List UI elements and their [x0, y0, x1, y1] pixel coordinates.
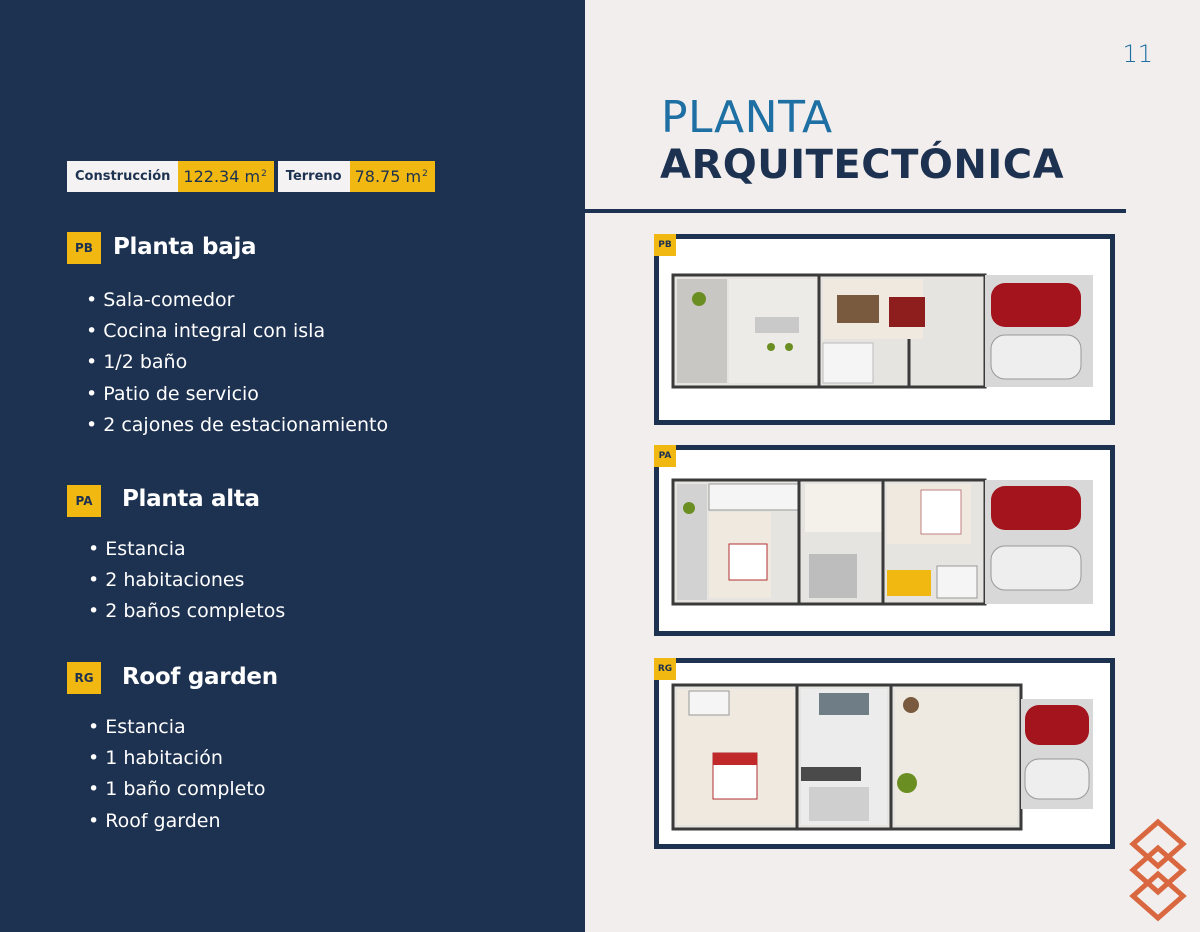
list-item: • Roof garden — [88, 806, 265, 837]
section-title-planta-alta: Planta alta — [122, 486, 260, 512]
floor-plan-pa — [654, 445, 1115, 636]
list-item: • Estancia — [88, 534, 285, 565]
roof-garden-list — [88, 712, 265, 837]
floor-plan-rg — [654, 658, 1115, 849]
list-item: • 2 habitaciones — [88, 565, 285, 596]
list-item: • Patio de servicio — [86, 379, 388, 410]
list-item: • Cocina integral con isla — [86, 316, 388, 347]
section-badge-rg: RG — [67, 662, 101, 694]
brand-logo-icon — [1128, 818, 1188, 922]
list-item: • 1 baño completo — [88, 774, 265, 805]
construction-number: 122.34 m — [183, 167, 261, 186]
plan-badge-pa: PA — [654, 445, 676, 467]
list-item: • Sala-comedor — [86, 285, 388, 316]
land-unit-sup: 2 — [422, 168, 428, 179]
page-title-line1: PLANTA — [661, 92, 833, 143]
land-number: 78.75 m — [354, 167, 422, 186]
list-item: • 2 cajones de estacionamiento — [86, 410, 388, 441]
section-badge-pa: PA — [67, 485, 101, 517]
list-item: • Estancia — [88, 712, 265, 743]
planta-alta-list — [88, 534, 285, 628]
planta-baja-list — [86, 285, 388, 441]
section-title-planta-baja: Planta baja — [113, 234, 257, 260]
title-divider — [585, 209, 1126, 213]
plan-badge-rg: RG — [654, 658, 676, 680]
list-item: • 1 habitación — [88, 743, 265, 774]
land-label: Terreno — [278, 161, 350, 192]
construction-label: Construcción — [67, 161, 178, 192]
floor-plan-pb — [654, 234, 1115, 425]
floor-plan-rg-image — [659, 663, 1110, 844]
list-item: • 2 baños completos — [88, 596, 285, 627]
land-value — [350, 161, 435, 192]
floor-plan-pa-image — [659, 450, 1110, 631]
plan-badge-pb: PB — [654, 234, 676, 256]
construction-value — [178, 161, 273, 192]
section-title-roof-garden: Roof garden — [122, 664, 278, 690]
page-number: 11 — [1122, 40, 1153, 68]
area-stats — [67, 161, 435, 192]
section-badge-pb: PB — [67, 232, 101, 264]
page-title-line2: ARQUITECTÓNICA — [660, 142, 1065, 188]
construction-unit-sup: 2 — [261, 168, 267, 179]
floor-plan-pb-image — [659, 239, 1110, 420]
list-item: • 1/2 baño — [86, 347, 388, 378]
